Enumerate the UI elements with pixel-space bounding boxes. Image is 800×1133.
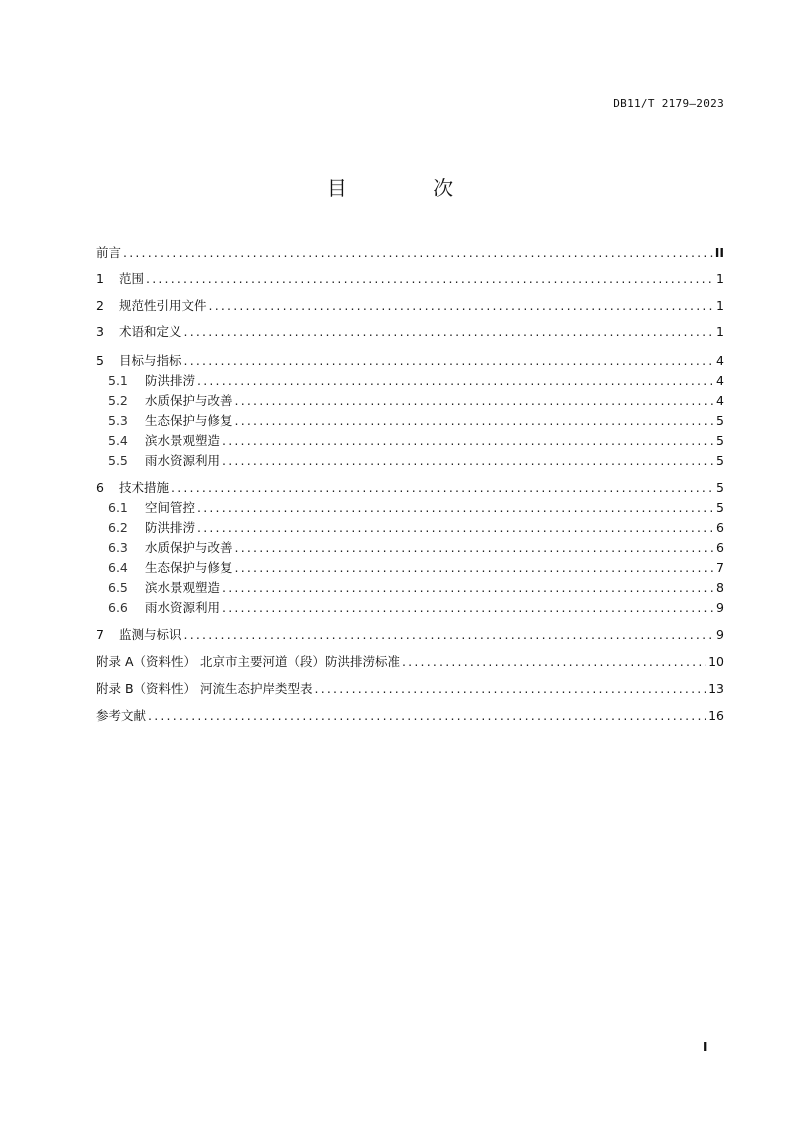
toc-entry-page: 4 — [716, 353, 724, 368]
toc-entry[interactable] — [108, 539, 724, 557]
toc-entry-page: 10 — [708, 654, 724, 669]
toc-entry-page: 9 — [716, 600, 724, 615]
toc-entry[interactable] — [96, 626, 724, 644]
leader-dots — [148, 707, 706, 725]
document-code: DB11/T 2179—2023 — [613, 97, 724, 110]
page-title: 目 次 — [326, 176, 494, 200]
leader-dots — [222, 432, 714, 450]
toc-entry[interactable] — [108, 432, 724, 450]
toc-entry-page: 4 — [716, 373, 724, 388]
page-number: I — [703, 1040, 708, 1054]
toc-entry-title: 滨水景观塑造 — [145, 580, 221, 595]
toc-entry-page: 5 — [716, 413, 724, 428]
toc-entry-page: 4 — [716, 393, 724, 408]
toc-entry-number: 1 — [96, 271, 104, 286]
toc-entry-title: 水质保护与改善 — [145, 540, 233, 555]
toc-entry-page: 1 — [716, 324, 724, 339]
toc-entry[interactable] — [108, 412, 724, 430]
toc-entry-number: 7 — [96, 627, 104, 642]
toc-entry[interactable] — [96, 479, 724, 497]
toc-entry-title: 范围 — [119, 271, 145, 286]
toc-entry-page: 5 — [716, 433, 724, 448]
toc-entry[interactable] — [108, 579, 724, 597]
leader-dots — [235, 539, 714, 557]
leader-dots — [171, 479, 714, 497]
toc-entry-page: 5 — [716, 453, 724, 468]
toc-entry-title: 滨水景观塑造 — [145, 433, 221, 448]
toc-entry-number: 6.2 — [108, 520, 128, 535]
toc-entry-title: 规范性引用文件 — [119, 298, 207, 313]
toc-entry-page: 1 — [716, 271, 724, 286]
toc-entry-page: 7 — [716, 560, 724, 575]
toc-entry-page: 5 — [716, 500, 724, 515]
toc-entry-title: 雨水资源利用 — [145, 600, 221, 615]
toc-entry-number: 6.3 — [108, 540, 128, 555]
toc-entry[interactable] — [96, 653, 724, 671]
toc-entry[interactable] — [96, 680, 724, 698]
toc-entry-title: 附录 A（资料性） 北京市主要河道（段）防洪排涝标准 — [96, 654, 400, 669]
toc-entry-title: 空间管控 — [145, 500, 196, 515]
toc-entry-number: 5 — [96, 353, 104, 368]
toc-entry[interactable] — [108, 519, 724, 537]
toc-entry-number: 2 — [96, 298, 104, 313]
leader-dots — [146, 270, 714, 288]
leader-dots — [235, 559, 714, 577]
toc-entry-page: 9 — [716, 627, 724, 642]
toc-entry[interactable] — [96, 323, 724, 341]
toc-entry[interactable] — [96, 352, 724, 370]
leader-dots — [209, 297, 714, 315]
toc-entry-title: 生态保护与修复 — [145, 560, 233, 575]
leader-dots — [123, 244, 713, 262]
leader-dots — [222, 579, 714, 597]
toc-entry[interactable] — [108, 499, 724, 517]
toc-entry-number: 6.4 — [108, 560, 128, 575]
leader-dots — [235, 412, 714, 430]
toc-entry[interactable] — [108, 452, 724, 470]
toc-entry-number: 6.5 — [108, 580, 128, 595]
leader-dots — [222, 599, 714, 617]
toc-entry[interactable] — [96, 244, 724, 262]
toc-entry-title: 术语和定义 — [119, 324, 182, 339]
toc-entry-number: 5.4 — [108, 433, 128, 448]
toc-entry-page: 6 — [716, 520, 724, 535]
leader-dots — [197, 372, 714, 390]
toc-entry-title: 目标与指标 — [119, 353, 182, 368]
toc-entry-number: 5.3 — [108, 413, 128, 428]
leader-dots — [402, 653, 706, 671]
leader-dots — [184, 626, 714, 644]
toc-entry-page: 5 — [716, 480, 724, 495]
toc-entry[interactable] — [96, 297, 724, 315]
toc-entry[interactable] — [96, 707, 724, 725]
toc-entry[interactable] — [108, 559, 724, 577]
toc-entry[interactable] — [108, 372, 724, 390]
toc-entry-page: II — [714, 245, 724, 260]
toc-entry-title: 水质保护与改善 — [145, 393, 233, 408]
leader-dots — [315, 680, 707, 698]
toc-entry-page: 1 — [716, 298, 724, 313]
toc-entry-number: 6.1 — [108, 500, 128, 515]
leader-dots — [184, 352, 714, 370]
leader-dots — [184, 323, 714, 341]
toc-entry[interactable] — [96, 270, 724, 288]
toc-entry-title: 监测与标识 — [119, 627, 182, 642]
toc-entry-title: 技术措施 — [119, 480, 170, 495]
toc-entry-page: 8 — [716, 580, 724, 595]
toc-entry-page: 16 — [708, 708, 724, 723]
toc-entry-page: 13 — [708, 681, 724, 696]
toc-entry-number: 5.1 — [108, 373, 128, 388]
leader-dots — [197, 519, 714, 537]
toc-entry-title: 防洪排涝 — [145, 520, 196, 535]
toc-entry-title: 雨水资源利用 — [145, 453, 221, 468]
leader-dots — [197, 499, 714, 517]
toc-entry-title: 附录 B（资料性） 河流生态护岸类型表 — [96, 681, 313, 696]
toc-entry-title: 参考文献 — [96, 708, 147, 723]
toc-entry-title: 生态保护与修复 — [145, 413, 233, 428]
toc-entry-number: 6 — [96, 480, 104, 495]
toc-entry-page: 6 — [716, 540, 724, 555]
leader-dots — [222, 452, 714, 470]
toc-entry-number: 3 — [96, 324, 104, 339]
toc-entry[interactable] — [108, 599, 724, 617]
toc-entry[interactable] — [108, 392, 724, 410]
toc-entry-title: 前言 — [96, 245, 122, 260]
leader-dots — [235, 392, 714, 410]
toc-entry-number: 6.6 — [108, 600, 128, 615]
toc-entry-number: 5.5 — [108, 453, 128, 468]
toc-entry-number: 5.2 — [108, 393, 128, 408]
toc-entry-title: 防洪排涝 — [145, 373, 196, 388]
